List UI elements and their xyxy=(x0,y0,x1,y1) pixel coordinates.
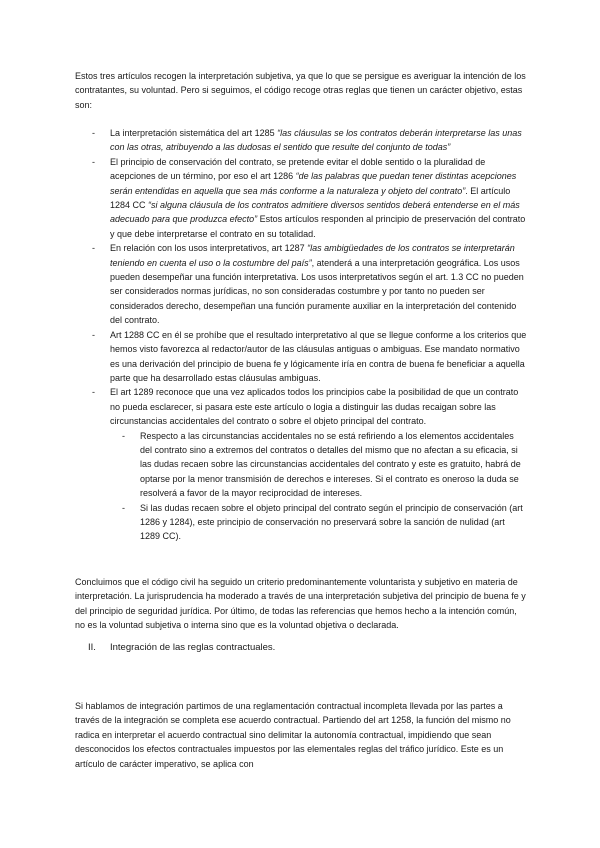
list-item-1289: - El art 1289 reconoce que una vez aplicados todos los principios cabe la posibilidad de que un contrato no pueda esclarecer, si pasara este este artículo o logia a distinguir las dudas recaigan sobre las circunstancias accidentales del contrato o sobre el objeto principal del contrato. - Respecto a las circunstancias accidentales no se está refiriendo a los elementos accidentales del contrato sino a extremos del contratos o detalles del mismo que no afectan a su eficacia, si las dudas recaen sobre las circunstancias accidentales del contrato y este es gratuito, habrá de optarse por la menor transmisión de derechos e intereses. Si el contrato es oneroso la duda se resolverá a favor de la mayor reciprocidad de intereses. - Si las dudas recaen sobre el objeto principal del contrato según el principio de conservación (art 1286 y 1284), este principio de conservación no preservará sobre la sanción de nulidad (art 1289 CC). xyxy=(110,385,527,543)
section-title: Integración de las reglas contractuales. xyxy=(110,642,276,653)
intro-paragraph: Estos tres artículos recogen la interpretación subjetiva, ya que lo que se persigue es averiguar la intención de los contratantes, su voluntad. Pero si seguimos, el código recoge otras reglas que tienen un carácter objetivo, estas son: xyxy=(75,71,526,110)
bullet-marker: - xyxy=(92,387,95,398)
sub-list-item-principal: - Si las dudas recaen sobre el objeto principal del contrato según el principio de conservación (art 1286 y 1284), este principio de conservación no preservará sobre la sanción de nulidad (art 1289 CC). xyxy=(122,502,523,542)
sub-list-item-accidental: - Respecto a las circunstancias accidentales no se está refiriendo a los elementos accidentales del contrato sino a extremos del contratos o detalles del mismo que no afectan a su eficacia, si las dudas recaen sobre las circunstancias accidentales del contrato y este es gratuito, habrá de optarse por la menor transmisión de derechos e intereses. Si el contrato es oneroso la duda se resolverá a favor de la mayor reciprocidad de intereses. xyxy=(122,430,521,499)
rules-list xyxy=(0,126,600,544)
sub-list xyxy=(122,429,527,544)
list-item-1285: - La interpretación sistemática del art 1285 “las cláusulas se los contratos deberán interpretarse las unas con las otras, atribuyendo a las dudosas el sentido que resulte del conjunto de todas” xyxy=(92,128,522,153)
bullet-marker: - xyxy=(92,128,95,138)
list-item-1286: - El principio de conservación del contrato, se pretende evitar el doble sentido o la pluralidad de acepciones de un término, por eso el art 1286 “de las palabras que puedan tener distintas acepciones serán entendidas en aquella que sea más conforme a la naturaleza y objeto del contrato”. El artículo 1284 CC “si alguna cláusula de los contratos admitiere diversos sentidos deberá entenderse en el más adecuado para que produzca efecto” Estos artículos responden al principio de preservación del contrato y que debe interpretarse el contrato en su totalidad. xyxy=(92,156,526,239)
list-item-1288: - Art 1288 CC en él se prohíbe que el resultado interpretativo al que se llegue conforme a los criterios que hemos visto favorezca al redactor/autor de las cláusulas antiguas o ambiguas. Ese mandato normativo es una derivación del principio de buena fe y lógicamente iría en contra de buena fe beneficiar a aquella parte que ha desarrollado estas cláusulas ambiguas. xyxy=(92,329,527,383)
integration-paragraph: Si hablamos de integración partimos de una reglamentación contractual incompleta llevada por las partes a través de la integración se completa ese acuerdo contractual. Partiendo del art 1258, la función del mismo no radica en interpretar el acuerdo contractual sino delimitar la autonomía contractual, impidiendo que sean desconocidos los efectos contractuales impuestos por las elementales reglas del tráfico jurídico. Este es un artículo de carácter imperativo, se aplica con xyxy=(75,701,511,769)
list-item-1287: - En relación con los usos interpretativos, art 1287 “las ambigüedades de los contratos se interpretarán teniendo en cuenta el uso o la costumbre del país”, atenderá a una interpretación geográfica. Los usos pueden desempeñar una función interpretativa. Los usos interpretativos según el art. 1.3 CC no pueden ser considerados normas jurídicas, no son consideradas costumbre y por tanto no pueden ser considerados derecho, desempeñan una función puramente auxiliar en la interpretación del contenido del contrato. xyxy=(92,243,524,326)
bullet-marker: - xyxy=(122,430,125,441)
bullet-marker: - xyxy=(92,156,95,167)
conclusion-paragraph: Concluimos que el código civil ha seguido un criterio predominantemente voluntarista y subjetivo en materia de interpretación. La jurisprudencia ha moderado a través de una interpretación subjetiva del principio de buena fe y del principio de seguridad jurídica. Por último, de todas las referencias que hemos hecho a la intención común, no es la voluntad subjetiva o interna sino que es la voluntad objetiva o declarada. xyxy=(75,577,526,631)
bullet-marker: - xyxy=(122,502,125,513)
section-number: II. xyxy=(88,642,96,653)
bullet-marker: - xyxy=(92,243,95,254)
bullet-marker: - xyxy=(92,329,95,340)
